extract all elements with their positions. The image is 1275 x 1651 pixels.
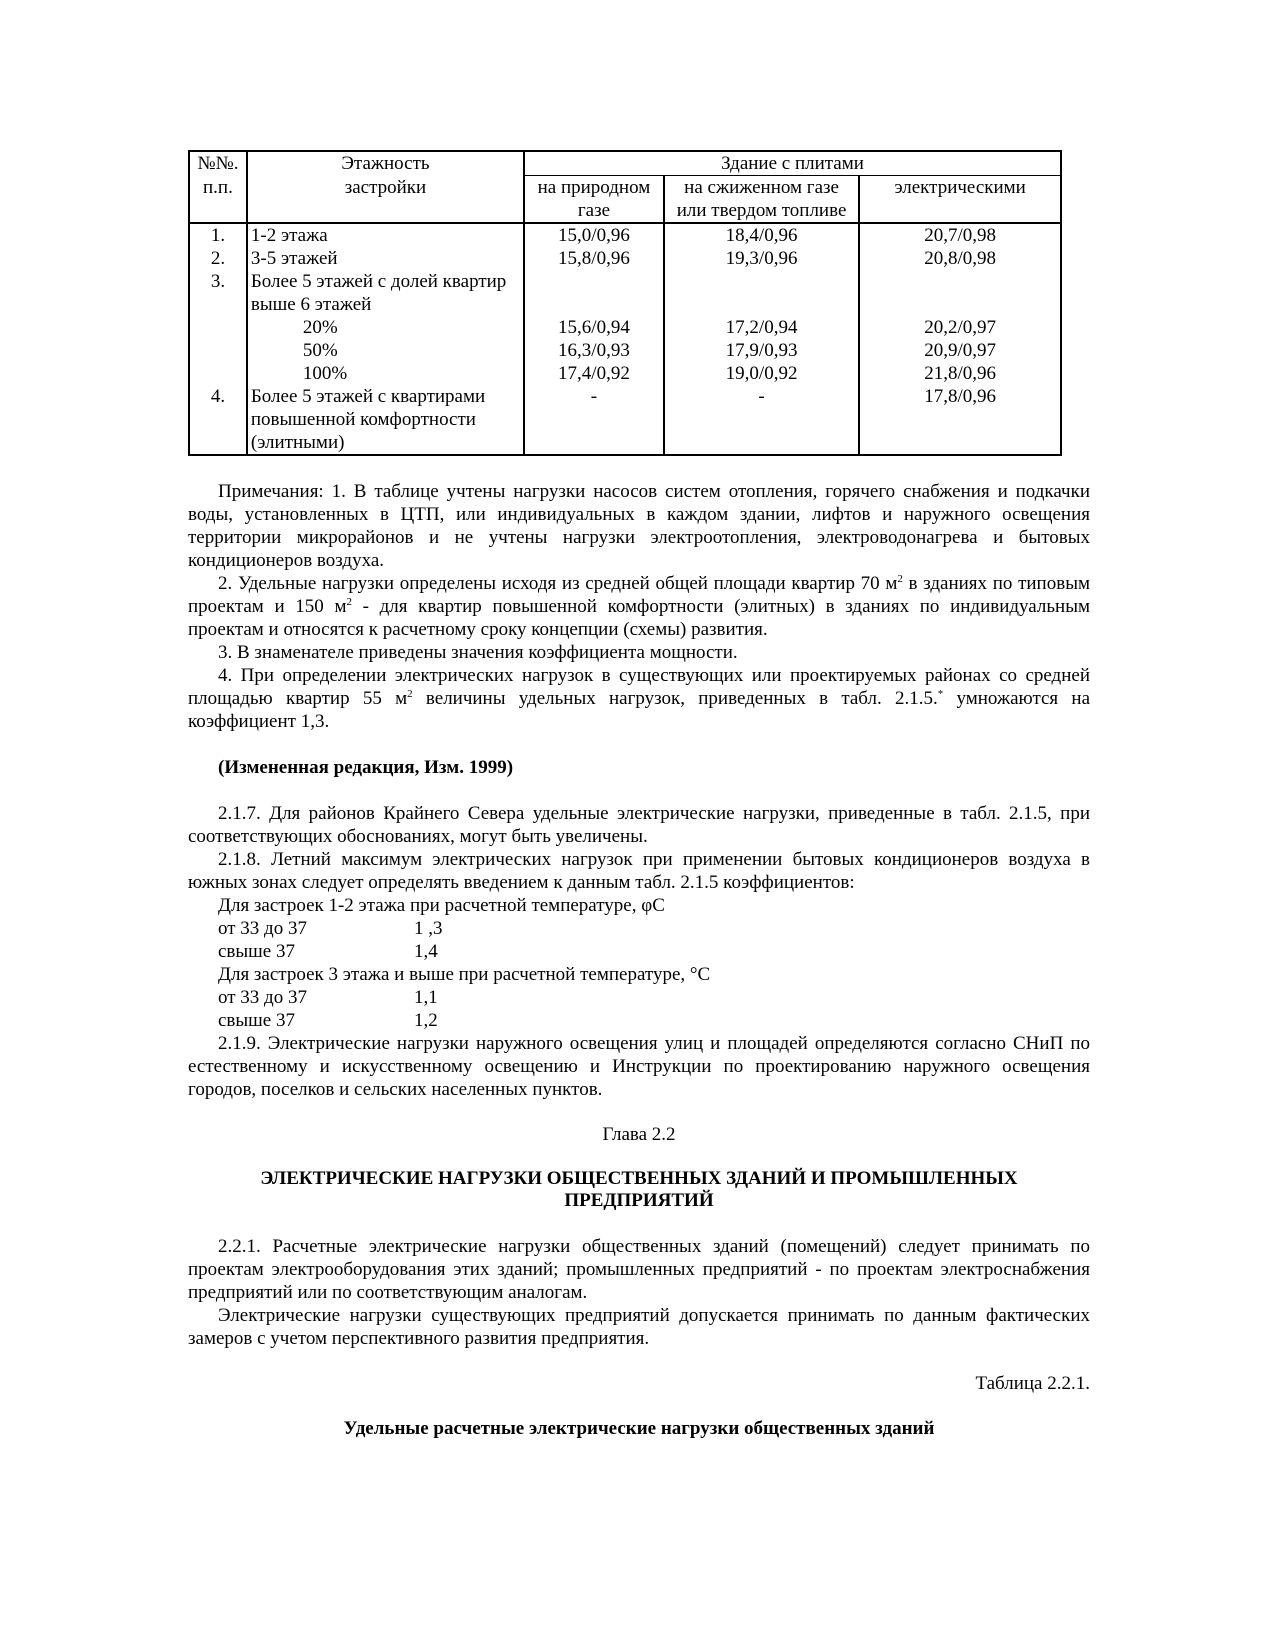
- table-row: 1. 1-2 этажа 15,0/0,96 18,4/0,96 20,7/0,98: [189, 223, 1061, 247]
- paragraph-2-1-8: 2.1.8. Летний максимум электрических нагрузок при применении бытовых кондиционеров воздуха в южных зонах следует определять введением к данным табл. 2.1.5 коэффициентов:: [188, 849, 1090, 893]
- coef-row: свыше 37 1,4: [218, 941, 438, 962]
- section-heading: ЭЛЕКТРИЧЕСКИЕ НАГРУЗКИ ОБЩЕСТВЕННЫХ ЗДАНИЙ И ПРОМЫШЛЕННЫХ ПРЕДПРИЯТИЙ: [260, 1168, 1018, 1211]
- table-row: (элитными): [189, 431, 1061, 455]
- table-row: повышенной комфортности: [189, 408, 1061, 431]
- note-2: 2. Удельные нагрузки определены исходя из средней общей площади квартир 70 $м^2$ в зданиях по типовым проектам и 150 $м^2$ - для квартир повышенной комфортности (элитных) в зданиях по индивидуальным проектам и относятся к расчетному сроку концепции (схемы) развития.: [188, 573, 1090, 640]
- table-number: Таблица 2.2.1.: [975, 1373, 1090, 1394]
- paragraph-2-1-7: 2.1.7. Для районов Крайнего Севера удельные электрические нагрузки, приведенные в табл. 2.1.5, при соответствующих обоснованиях, могут быть увеличены.: [188, 803, 1090, 847]
- header-natural-gas: на природном газе: [524, 176, 664, 224]
- paragraph-2-2-1: 2.2.1. Расчетные электрические нагрузки общественных зданий (помещений) следует принимать по проектам электрооборудования этих зданий; промышленных предприятий - по проектам электроснабжения предприятий или по соответствующим аналогам.: [188, 1236, 1090, 1303]
- table-row: 100% 17,4/0,92 19,0/0,92 21,8/0,96: [189, 362, 1061, 385]
- table-row: выше 6 этажей: [189, 293, 1061, 316]
- load-table: [188, 150, 1062, 456]
- note-3: 3. В знаменателе приведены значения коэффициента мощности.: [218, 642, 738, 663]
- coef-row: свыше 37 1,2: [218, 1010, 438, 1031]
- header-floors-2: застройки: [247, 176, 524, 224]
- notes-block: [188, 480, 1090, 733]
- header-group: Здание с плитами: [524, 151, 1061, 176]
- paragraph-2-2-1-b: Электрические нагрузки существующих предприятий допускается принимать по данным фактических замеров с учетом перспективного развития предприятия.: [188, 1305, 1090, 1349]
- coef-title-1: Для застроек 1-2 этажа при расчетной температуре, φС: [218, 895, 665, 916]
- table-row: 20% 15,6/0,94 17,2/0,94 20,2/0,97: [189, 316, 1061, 339]
- table-title: Удельные расчетные электрические нагрузки общественных зданий: [343, 1418, 935, 1439]
- note-1: Примечания: 1. В таблице учтены нагрузки насосов систем отопления, горячего снабжения и подкачки воды, установленных в ЦТП, или индивидуальных в каждом здании, лифтов и наружного освещения территории микрорайонов и не учтены нагрузки электроотопления, электроводонагрева и бытовых кондиционеров воздуха.: [188, 481, 1090, 571]
- coef-title-2: Для застроек 3 этажа и выше при расчетной температуре, °С: [218, 964, 711, 985]
- header-num: №№.: [189, 151, 247, 176]
- header-electric: электрическими: [859, 176, 1061, 224]
- paragraph-2-1-9: 2.1.9. Электрические нагрузки наружного освещения улиц и площадей определяются согласно СНиП по естественному и искусственному освещению и Инструкции по проектированию наружного освещения городов, поселков и сельских населенных пунктов.: [188, 1033, 1090, 1100]
- header-liquefied-gas: на сжиженном газе или твердом топливе: [664, 176, 859, 224]
- table-row: 4. Более 5 этажей с квартирами - - 17,8/0,96: [189, 385, 1061, 408]
- header-num-2: п.п.: [189, 176, 247, 224]
- table-row: 50% 16,3/0,93 17,9/0,93 20,9/0,97: [189, 339, 1061, 362]
- table-row: 2. 3-5 этажей 15,8/0,96 19,3/0,96 20,8/0,98: [189, 247, 1061, 270]
- coef-row: от 33 до 37 1 ,3: [218, 918, 443, 939]
- edit-note: (Измененная редакция, Изм. 1999): [218, 757, 514, 778]
- chapter-title: Глава 2.2: [602, 1124, 676, 1145]
- coef-row: от 33 до 37 1,1: [218, 987, 438, 1008]
- document-page: [188, 150, 1090, 1440]
- header-floors: Этажность: [247, 151, 524, 176]
- table-row: 3. Более 5 этажей с долей квартир: [189, 270, 1061, 293]
- note-4: 4. При определении электрических нагрузок в существующих или проектируемых районах со средней площадью квартир 55 $м^2$ величины удельных нагрузок, приведенных в табл. 2.1.5.* умножаются на коэффициент 1,3.: [188, 665, 1091, 732]
